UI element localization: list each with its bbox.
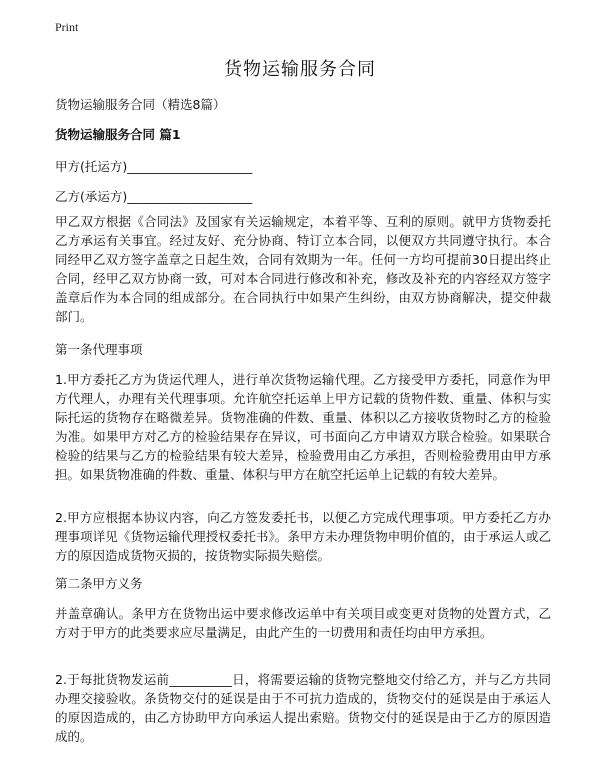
- document-title: 货物运输服务合同: [224, 59, 376, 80]
- print-link[interactable]: Print: [55, 20, 79, 34]
- article-1-paragraph-1: 1.甲方委托乙方为货运代理人，进行单次货物运输代理。乙方接受甲方委托，同意作为甲方代理人，办理有关代理事项。允许航空托运单上甲方记载的货物件数、重量、体积与实际托运的货物存在略微差异。货物准确的件数、重量、体积以乙方接收货物时乙方的检验为准。如果甲方对乙方的检验结果存在异议，可书面向乙方申请双方联合检验。如果联合检验的结果与乙方的检验结果有较大差异，检验费用由乙方承担，否则检验费用由甲方承担。如果货物准确的件数、重量、体积与甲方在航空托运单上记载的有较大差异。: [55, 372, 551, 482]
- party-b-line: 乙方(承运方)____________________: [55, 189, 253, 204]
- article-2-paragraph-1: 并盖章确认。条甲方在货物出运中要求修改运单中有关项目或变更对货物的处置方式，乙方对于甲方的此类要求应尽量满足，由此产生的一切费用和责任均由甲方承担。: [55, 606, 551, 640]
- party-a-line: 甲方(托运方)____________________: [55, 159, 253, 174]
- article-1-paragraph-2: 2.甲方应根据本协议内容，向乙方签发委托书，以便乙方完成代理事项。甲方委托乙方办理事项详见《货物运输代理授权委托书》。条甲方未办理货物申明价值的，由于承运人或乙方的原因造成货物灭损的，按货物实际损失赔偿。: [55, 510, 551, 563]
- article-1-title: 第一条代理事项: [55, 342, 143, 357]
- article-2-title: 第二条甲方义务: [55, 576, 143, 591]
- article-2-paragraph-2: 2.于每批货物发运前__________日，将需要运输的货物完整地交付给乙方，并与乙方共同办理交接验收。条货物交付的延误是由于不可抗力造成的，货物交付的延误是由于承运人的原因造成的，由乙方协助甲方向承运人提出索赔。货物交付的延误是由于乙方的原因造成的。: [55, 672, 551, 744]
- intro-paragraph: 甲乙双方根据《合同法》及国家有关运输规定，本着平等、互利的原则。就甲方货物委托乙方承运有关事宜。经过友好、充分协商、特订立本合同，以便双方共同遵守执行。本合同经甲乙双方签字盖章之日起生效，合同有效期为一年。任何一方均可提前30日提出终止合同，经甲乙双方协商一致，可对本合同进行修改和补充，修改及补充的内容经双方签字盖章后作为本合同的组成部分。在合同执行中如果产生纠纷，由双方协商解决，提交仲裁部门。: [55, 214, 551, 324]
- section-heading: 货物运输服务合同 篇1: [55, 127, 181, 142]
- document-subtitle: 货物运输服务合同（精选8篇）: [55, 97, 226, 112]
